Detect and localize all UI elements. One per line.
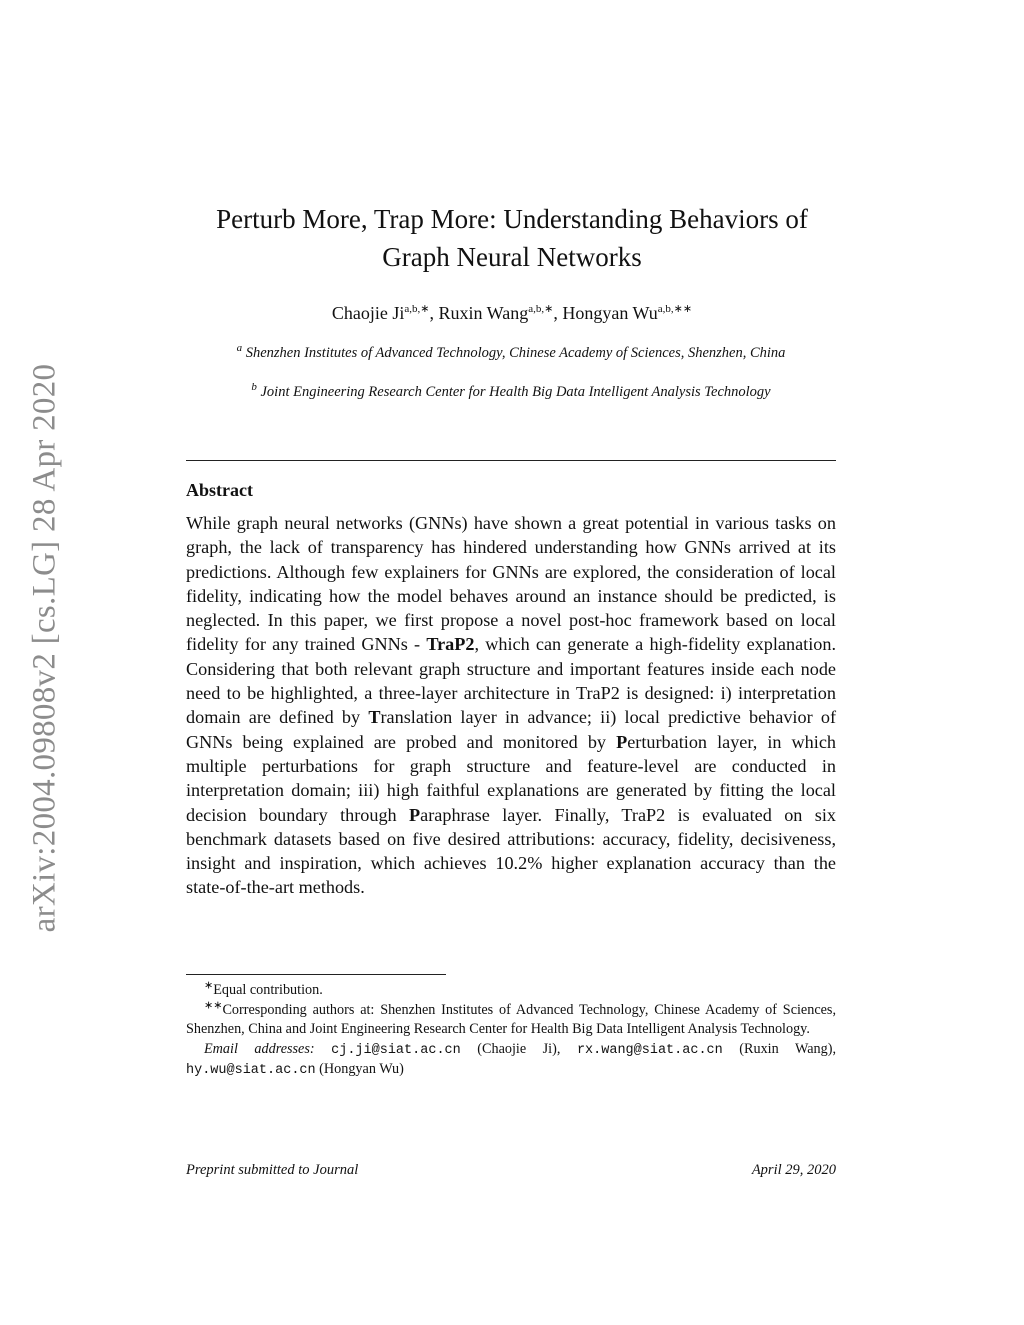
abstract-segment: , which can generate a high-fidelity explanation. Considering that both relevant graph structure and important features inside each node need to be highlighted, a three-layer architecture in TraP2 is designed: i) interpretation domain are defined by: [186, 634, 836, 728]
author-separator: ,: [553, 303, 563, 323]
author-marks: a,b,∗∗: [657, 303, 693, 315]
footnote-emails: [186, 1040, 836, 1081]
author-marks: a,b,∗: [404, 303, 430, 315]
paraphrase-initial: P: [409, 804, 421, 825]
affiliation-b: [186, 383, 836, 403]
footnote-text: Corresponding authors at: Shenzhen Institutes of Advanced Technology, Chinese Academy of Sciences, Shenzhen, China and Joint Engineering Research Center for Health Big Data Intelligent Analysis Technology.: [186, 1001, 836, 1037]
abstract-segment: While graph neural networks (GNNs) have shown a great potential in various tasks on graph, the lack of transparency has hindered understanding how GNNs arrived at its predictions. Although few explainers for GNNs are explored, the consideration of local fidelity, indicating how the model behaves around an instance should be predicted, is neglected. In this paper, we first propose a novel post-hoc framework based on local fidelity for any trained GNNs -: [186, 513, 836, 655]
arxiv-side-label: arXiv:2004.09808v2 [cs.LG] 28 Apr 2020: [26, 363, 63, 933]
author-name: Chaojie Ji: [331, 303, 405, 323]
author-name: Ruxin Wang: [438, 303, 529, 323]
email-link[interactable]: hy.wu@siat.ac.cn: [186, 1063, 316, 1078]
footer-journal: Preprint submitted to Journal: [186, 1162, 359, 1178]
footnote-mark: ∗: [204, 979, 214, 992]
footnote-text: Equal contribution.: [213, 982, 323, 998]
affiliation-text: Joint Engineering Research Center for Health Big Data Intelligent Analysis Technology: [260, 384, 771, 400]
email-label: Email addresses:: [204, 1040, 315, 1057]
footnote-corresponding: [186, 998, 836, 1040]
abstract-heading: Abstract: [186, 480, 253, 500]
footnote-rule: [186, 974, 446, 975]
author-name: Hongyan Wu: [562, 303, 658, 323]
author-marks: a,b,∗: [528, 303, 554, 315]
affiliation-mark: a: [236, 342, 243, 355]
title-line-1: Perturb More, Trap More: Understanding Behaviors of: [216, 204, 808, 234]
email-owner: (Ruxin Wang),: [739, 1040, 836, 1057]
title-line-2: Graph Neural Networks: [382, 242, 642, 272]
email-link[interactable]: rx.wang@siat.ac.cn: [576, 1042, 723, 1058]
affiliation-mark: b: [251, 381, 257, 394]
author-list: [150, 301, 874, 325]
email-link[interactable]: cj.ji@siat.ac.cn: [331, 1042, 461, 1058]
email-owner: (Hongyan Wu): [319, 1061, 404, 1077]
abstract-segment: ranslation layer in advance; ii) local predictive behavior of GNNs being explained are probed and monitored by: [186, 707, 836, 752]
footer-date: April 29, 2020: [751, 1162, 836, 1178]
paper-title: [150, 200, 874, 276]
footnotes: [186, 981, 836, 1081]
abstract-segment: erturbation layer, in which multiple perturbations for graph structure and feature-level are conducted in interpretation domain; iii) high faithful explanations are generated by fitting the local decision boundary through: [186, 731, 836, 825]
abstract-segment: araphrase layer. Finally, TraP2 is evaluated on six benchmark datasets based on five desired attributions: accuracy, fidelity, decisiveness, insight and inspiration, which achieves 10.2% higher explanation accuracy than the state-of-the-art methods.: [186, 804, 836, 898]
footnote-mark: ∗∗: [204, 998, 223, 1011]
affiliation-text: Shenzhen Institutes of Advanced Technology, Chinese Academy of Sciences, Shenzhen, China: [245, 345, 786, 361]
abstract-text: [186, 511, 836, 900]
perturbation-initial: P: [616, 731, 628, 752]
method-name: TraP2: [426, 634, 475, 655]
affiliation-a: [186, 344, 836, 364]
footnote-equal: [186, 981, 836, 1001]
email-owner: (Chaojie Ji),: [477, 1040, 561, 1057]
abstract-top-rule: [186, 460, 836, 461]
author-separator: ,: [429, 303, 439, 323]
translation-initial: T: [368, 707, 381, 728]
